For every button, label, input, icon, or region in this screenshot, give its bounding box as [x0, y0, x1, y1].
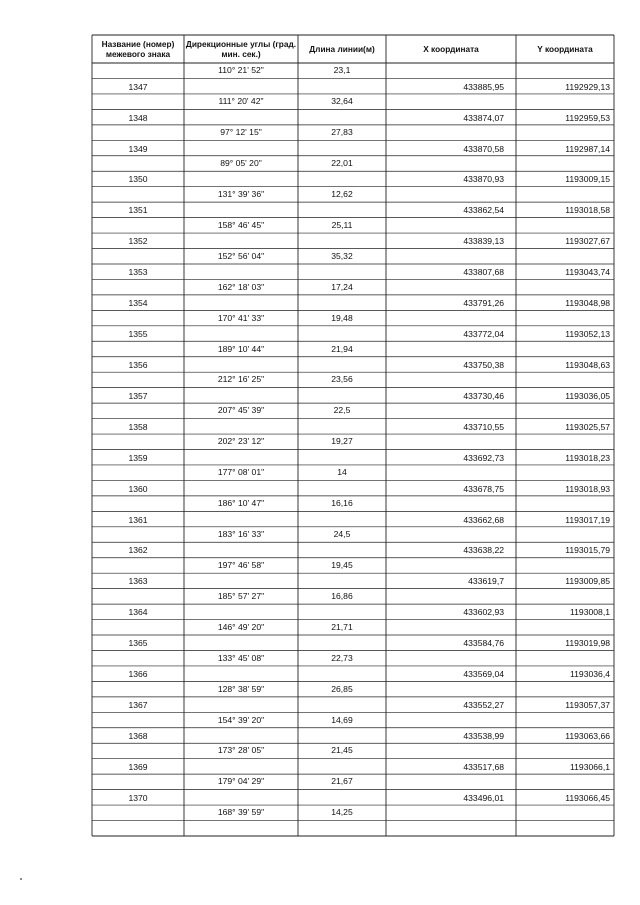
y-coordinate-cell: 1193057,37	[565, 700, 610, 711]
length-cell: 21,45	[331, 745, 353, 756]
y-coordinate-cell: 1193027,67	[565, 236, 610, 247]
point-name-cell: 1362	[128, 545, 148, 556]
header-length: Длина линии(м)	[309, 44, 375, 54]
x-coordinate-cell: 433638,22	[463, 545, 504, 556]
header-angle: Дирекционные углы (град. мин. сек.)	[185, 39, 297, 59]
point-name-cell: 1367	[128, 700, 148, 711]
point-name-cell: 1366	[128, 669, 148, 680]
point-name-cell: 1369	[128, 761, 148, 772]
angle-cell: 158° 46' 45"	[217, 219, 265, 230]
angle-cell: 179° 04' 29"	[217, 776, 265, 787]
x-coordinate-cell: 433874,07	[463, 112, 504, 123]
y-coordinate-cell: 1192959,53	[565, 112, 610, 123]
scan-speck	[20, 878, 22, 880]
length-cell: 26,85	[331, 683, 353, 694]
angle-cell: 131° 39' 36"	[217, 188, 265, 199]
angle-cell: 133° 45' 08"	[217, 652, 265, 663]
x-coordinate-cell: 433662,68	[463, 514, 504, 525]
point-name-cell: 1357	[128, 390, 148, 401]
y-coordinate-cell: 1192987,14	[565, 143, 610, 154]
x-coordinate-cell: 433870,93	[463, 174, 504, 185]
length-cell: 22,73	[331, 652, 353, 663]
y-coordinate-cell: 1193008,1	[570, 607, 610, 618]
point-name-cell: 1350	[128, 174, 148, 185]
point-name-cell: 1358	[128, 421, 148, 432]
length-cell: 17,24	[331, 281, 353, 292]
x-coordinate-cell: 433750,38	[463, 359, 504, 370]
angle-cell: 146° 49' 20"	[217, 621, 265, 632]
angle-cell: 185° 57' 27"	[217, 590, 265, 601]
x-coordinate-cell: 433538,99	[463, 731, 504, 741]
point-name-cell: 1356	[128, 359, 148, 370]
point-name-cell: 1360	[128, 483, 148, 494]
x-coordinate-cell: 433772,04	[463, 329, 504, 340]
length-cell: 25,11	[331, 219, 353, 230]
x-coordinate-cell: 433602,93	[463, 607, 504, 618]
header-y: Y координата	[537, 44, 593, 54]
angle-cell: 173° 28' 05"	[217, 745, 265, 756]
point-name-cell: 1348	[128, 112, 148, 123]
y-coordinate-cell: 1193048,98	[565, 298, 610, 309]
angle-cell: 197° 46' 58"	[217, 559, 265, 570]
point-name-cell: 1364	[128, 607, 148, 618]
length-cell: 12,62	[331, 188, 353, 199]
y-coordinate-cell: 1192929,13	[565, 81, 610, 92]
x-coordinate-cell: 433569,04	[463, 669, 504, 680]
length-cell: 19,45	[331, 559, 353, 570]
length-cell: 14,69	[331, 714, 353, 725]
y-coordinate-cell: 1193036,4	[570, 669, 610, 680]
y-coordinate-cell: 1193009,15	[565, 174, 610, 185]
x-coordinate-cell: 433692,73	[463, 452, 504, 463]
y-coordinate-cell: 1193018,93	[565, 483, 610, 494]
length-cell: 22,5	[333, 405, 351, 416]
y-coordinate-cell: 1193066,45	[565, 792, 610, 803]
angle-cell: 110° 21' 52"	[218, 65, 264, 76]
angle-cell: 152° 56' 04"	[217, 250, 265, 261]
angle-cell: 168° 39' 59"	[217, 807, 265, 818]
point-name-cell: 1353	[128, 267, 148, 278]
angle-cell: 207° 45' 39"	[217, 405, 265, 416]
y-coordinate-cell: 1193025,57	[565, 421, 610, 432]
angle-cell: 89° 05' 20"	[220, 157, 262, 168]
y-coordinate-cell: 1193019,98	[565, 638, 610, 649]
x-coordinate-cell: 433584,76	[463, 638, 504, 649]
angle-cell: 128° 38' 59"	[217, 683, 265, 694]
point-name-cell: 1361	[128, 514, 148, 525]
angle-cell: 177° 08' 01"	[217, 467, 265, 478]
angle-cell: 111° 20' 42"	[218, 96, 264, 107]
x-coordinate-cell: 433870,58	[463, 143, 504, 154]
length-cell: 23,56	[331, 374, 353, 385]
x-coordinate-cell: 433710,55	[463, 421, 504, 432]
length-cell: 23,1	[333, 65, 351, 76]
length-cell: 16,86	[331, 590, 353, 601]
y-coordinate-cell: 1193009,85	[565, 576, 610, 587]
y-coordinate-cell: 1193048,63	[565, 359, 610, 370]
point-name-cell: 1347	[128, 81, 148, 92]
angle-cell: 189° 10' 44"	[217, 343, 265, 354]
length-cell: 19,48	[331, 312, 353, 323]
y-coordinate-cell: 1193066,1	[570, 761, 610, 772]
length-cell: 21,71	[331, 621, 353, 632]
point-name-cell: 1370	[128, 792, 148, 803]
angle-cell: 183° 16' 33"	[217, 529, 265, 540]
length-cell: 14,25	[331, 807, 353, 818]
x-coordinate-cell: 433807,68	[463, 267, 504, 278]
x-coordinate-cell: 433885,95	[463, 81, 504, 92]
y-coordinate-cell: 1193018,58	[565, 205, 610, 216]
point-name-cell: 1349	[128, 143, 148, 154]
point-name-cell: 1352	[128, 236, 148, 247]
x-coordinate-cell: 433730,46	[463, 390, 504, 401]
x-coordinate-cell: 433839,13	[463, 236, 504, 247]
length-cell: 24,5	[333, 529, 351, 540]
point-name-cell: 1359	[128, 452, 148, 463]
angle-cell: 154° 39' 20"	[217, 714, 265, 725]
x-coordinate-cell: 433791,26	[463, 298, 504, 309]
length-cell: 14	[337, 467, 347, 478]
header-name: Название (номер) межевого знака	[101, 39, 175, 59]
x-coordinate-cell: 433678,75	[463, 483, 504, 494]
length-cell: 27,83	[331, 127, 353, 138]
x-coordinate-cell: 433552,27	[463, 700, 504, 711]
length-cell: 32,64	[331, 96, 353, 107]
point-name-cell: 1365	[128, 638, 148, 649]
length-cell: 21,67	[331, 776, 353, 787]
length-cell: 19,27	[331, 436, 353, 447]
y-coordinate-cell: 1193063,66	[565, 731, 610, 741]
length-cell: 35,32	[331, 250, 353, 261]
length-cell: 21,94	[331, 343, 353, 354]
x-coordinate-cell: 433517,68	[463, 761, 504, 772]
point-name-cell: 1354	[128, 298, 148, 309]
header-x: X координата	[423, 44, 479, 54]
angle-cell: 212° 16' 25"	[217, 374, 265, 385]
length-cell: 22,01	[331, 157, 353, 168]
y-coordinate-cell: 1193043,74	[565, 267, 610, 278]
point-name-cell: 1351	[128, 205, 148, 216]
y-coordinate-cell: 1193017,19	[565, 514, 610, 525]
x-coordinate-cell: 433862,54	[463, 205, 504, 216]
y-coordinate-cell: 1193018,23	[565, 452, 610, 463]
point-name-cell: 1355	[128, 329, 148, 340]
x-coordinate-cell: 433496,01	[463, 792, 504, 803]
angle-cell: 170° 41' 33"	[217, 312, 265, 323]
point-name-cell: 1363	[128, 576, 148, 587]
point-name-cell: 1368	[128, 731, 148, 741]
angle-cell: 162° 18' 03"	[217, 281, 265, 292]
y-coordinate-cell: 1193036,05	[565, 390, 610, 401]
length-cell: 16,16	[331, 498, 353, 509]
angle-cell: 97° 12' 15"	[220, 127, 262, 138]
angle-cell: 186° 10' 47"	[217, 498, 265, 509]
y-coordinate-cell: 1193015,79	[565, 545, 610, 556]
angle-cell: 202° 23' 12"	[217, 436, 265, 447]
y-coordinate-cell: 1193052,13	[565, 329, 610, 340]
x-coordinate-cell: 433619,7	[468, 576, 504, 587]
